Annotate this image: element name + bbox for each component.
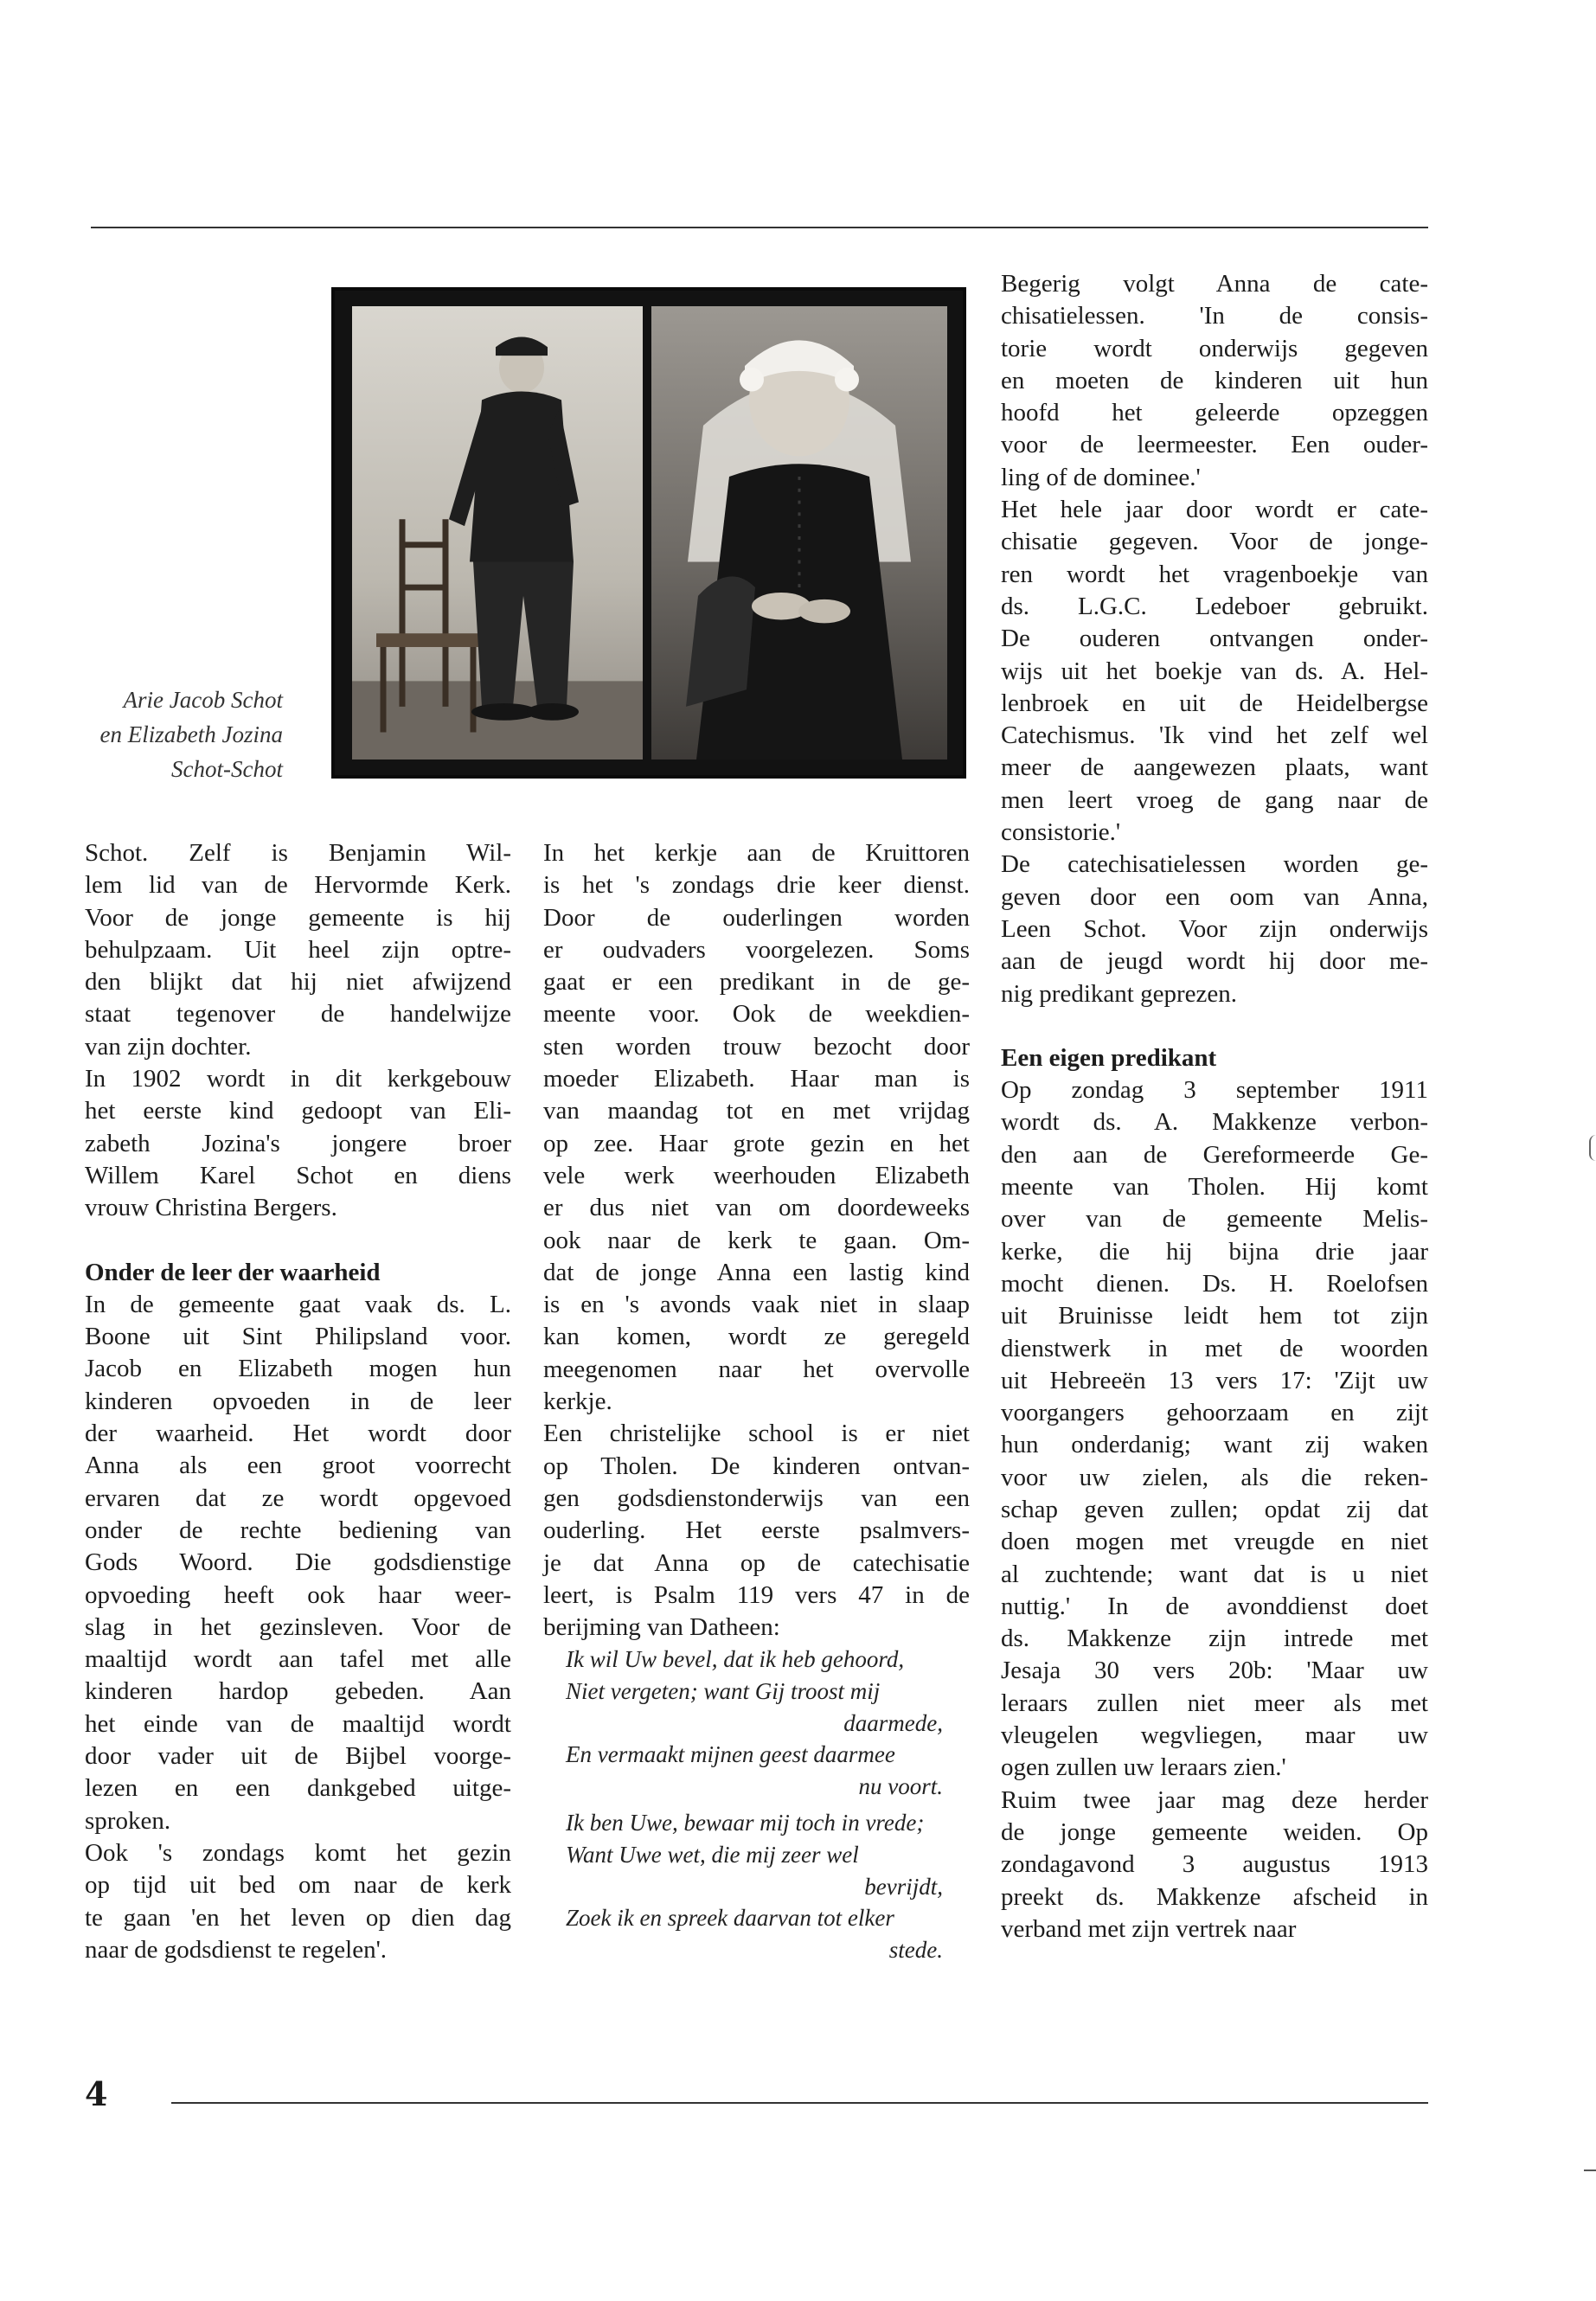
- text-line: Op zondag 3 september 1911: [1001, 1076, 1428, 1105]
- page-number: 4: [85, 2074, 108, 2113]
- text-line: Schot. Zelf is Benjamin Wil-: [85, 839, 511, 867]
- text-line: gen godsdienstonderwijs van een: [543, 1484, 970, 1512]
- text-line: naar de godsdienst te regelen'.: [85, 1935, 388, 1964]
- text-line: leert, is Psalm 119 vers 47 in de: [543, 1580, 970, 1609]
- verse-line: bevrijdt,: [864, 1873, 943, 1900]
- text-line: Begerig volgt Anna de cate-: [1001, 270, 1428, 298]
- text-line: nig predikant geprezen.: [1001, 979, 1237, 1008]
- text-line: ds. Makkenze zijn intrede met: [1001, 1625, 1428, 1653]
- top-rule: [91, 227, 1428, 228]
- text-line: In 1902 wordt in dit kerkgebouw: [85, 1065, 511, 1093]
- text-line: ogen zullen uw leraars zien.': [1001, 1753, 1286, 1782]
- text-line: is het 's zondags drie keer dienst.: [543, 871, 970, 900]
- text-line: op tijd uit bed om naar de kerk: [85, 1871, 511, 1900]
- text-line: je dat Anna op de catechisatie: [543, 1548, 970, 1577]
- text-line: dat de jonge Anna een lastig kind: [543, 1258, 970, 1286]
- text-line: het eerste kind gedoopt van Eli-: [85, 1097, 511, 1125]
- text-line: op zee. Haar grote gezin en het: [543, 1129, 970, 1157]
- portrait-man-illustration: [352, 306, 643, 760]
- caption-line: Schot-Schot: [171, 755, 283, 782]
- verse-line: Want Uwe wet, die mij zeer wel: [566, 1841, 859, 1868]
- text-line: ren wordt het vragenboekje van: [1001, 560, 1428, 588]
- text-line: uit Bruinisse leidt hem tot zijn: [1001, 1302, 1428, 1330]
- text-line: berijming van Datheen:: [543, 1613, 780, 1642]
- text-line: te gaan 'en het leven op dien dag: [85, 1903, 511, 1932]
- text-line: lenbroek en uit de Heidelbergse: [1001, 689, 1428, 717]
- text-line: uit Hebreeën 13 vers 17: 'Zijt uw: [1001, 1366, 1428, 1394]
- text-line: slag in het gezinsleven. Voor de: [85, 1612, 511, 1641]
- text-line: op Tholen. De kinderen ontvan-: [543, 1452, 970, 1480]
- text-line: den aan de Gereformeerde Ge-: [1001, 1140, 1428, 1169]
- text-line: van zijn dochter.: [85, 1032, 252, 1061]
- section-heading: Een eigen predikant: [1001, 1043, 1217, 1072]
- text-line: voor uw zielen, als die reken-: [1001, 1463, 1428, 1491]
- text-line: meegenomen naar het overvolle: [543, 1355, 970, 1383]
- text-line: over van de gemeente Melis-: [1001, 1205, 1428, 1234]
- photo-caption: [80, 683, 283, 787]
- text-line: maaltijd wordt aan tafel met alle: [85, 1645, 511, 1674]
- text-line: verband met zijn vertrek naar: [1001, 1914, 1297, 1943]
- text-line: meente voor. Ook de weekdien-: [543, 1000, 970, 1029]
- verse-line: Niet vergeten; want Gij troost mij: [566, 1678, 881, 1705]
- paragraph: [543, 1418, 970, 1644]
- text-line: vele werk weerhouden Elizabeth: [543, 1161, 970, 1189]
- text-line: voorgangers gehoorzaam en zijt: [1001, 1399, 1428, 1427]
- verse-line: Ik wil Uw bevel, dat ik heb gehoord,: [566, 1646, 905, 1673]
- text-line: Boone uit Sint Philipsland voor.: [85, 1323, 511, 1351]
- text-line: Door de ouderlingen worden: [543, 903, 970, 932]
- text-line: opvoeding heeft ook haar weer-: [85, 1580, 511, 1609]
- text-line: sten worden trouw bezocht door: [543, 1032, 970, 1061]
- caption-line: Arie Jacob Schot: [123, 687, 283, 713]
- text-line: meente van Tholen. Hij komt: [1001, 1173, 1428, 1202]
- text-line: Een christelijke school is er niet: [543, 1420, 970, 1448]
- text-line: lem lid van de Hervormde Kerk.: [85, 871, 511, 900]
- text-line: kerkje.: [543, 1388, 612, 1416]
- text-line: er dus niet van om doordeweeks: [543, 1194, 970, 1222]
- margin-tick: [1584, 2170, 1596, 2171]
- paragraph: [543, 837, 970, 1418]
- text-line: schap geven zullen; opdat zij dat: [1001, 1495, 1428, 1523]
- text-line: de jonge gemeente weiden. Op: [1001, 1817, 1428, 1846]
- paragraph: [1001, 268, 1428, 494]
- paragraph: [85, 1063, 511, 1224]
- text-line: De ouderen ontvangen onder-: [1001, 625, 1428, 653]
- column-1: [85, 837, 511, 1966]
- text-line: gaat er een predikant in de ge-: [543, 968, 970, 997]
- text-line: het einde van de maaltijd wordt: [85, 1709, 511, 1738]
- text-line: vrouw Christina Bergers.: [85, 1194, 337, 1222]
- text-line: Leen Schot. Voor zijn onderwijs: [1001, 914, 1428, 943]
- text-line: staat tegenover de handelwijze: [85, 1000, 511, 1029]
- text-line: ook naar de kerk te gaan. Om-: [543, 1226, 970, 1254]
- text-line: sproken.: [85, 1806, 171, 1835]
- text-line: In de gemeente gaat vaak ds. L.: [85, 1290, 511, 1318]
- text-line: mocht dienen. Ds. H. Roelofsen: [1001, 1269, 1428, 1298]
- text-line: Ruim twee jaar mag deze herder: [1001, 1785, 1428, 1814]
- text-line: De catechisatielessen worden ge-: [1001, 850, 1428, 879]
- text-line: Ook 's zondags komt het gezin: [85, 1838, 511, 1867]
- paragraph: [85, 837, 511, 1063]
- verse-line: Ik ben Uwe, bewaar mij toch in vrede;: [566, 1810, 925, 1836]
- text-line: kerke, die hij bijna drie jaar: [1001, 1237, 1428, 1266]
- text-line: Voor de jonge gemeente is hij: [85, 903, 511, 932]
- text-line: Jesaja 30 vers 20b: 'Maar uw: [1001, 1657, 1428, 1685]
- paragraph: [85, 1837, 511, 1966]
- text-line: nuttig.' In de avonddienst doet: [1001, 1592, 1428, 1620]
- text-line: Gods Woord. Die godsdienstige: [85, 1548, 511, 1577]
- text-line: kan komen, wordt ze geregeld: [543, 1323, 970, 1351]
- caption-line: en Elizabeth Jozina: [99, 721, 283, 747]
- text-line: Willem Karel Schot en diens: [85, 1161, 511, 1189]
- text-line: dienstwerk in met de woorden: [1001, 1334, 1428, 1362]
- text-line: Anna als een groot voorrecht: [85, 1452, 511, 1480]
- text-line: kinderen hardop gebeden. Aan: [85, 1677, 511, 1706]
- text-line: hun onderdanig; want zij waken: [1001, 1431, 1428, 1459]
- text-line: den blijkt dat hij niet afwijzend: [85, 968, 511, 997]
- text-line: ouderling. Het eerste psalmvers-: [543, 1516, 970, 1545]
- portrait-photograph: [331, 287, 966, 779]
- verse-line: daarmede,: [843, 1709, 943, 1736]
- text-line: door vader uit de Bijbel voorge-: [85, 1742, 511, 1771]
- text-line: vleugelen wegvliegen, maar uw: [1001, 1721, 1428, 1750]
- text-line: wordt ds. A. Makkenze verbon-: [1001, 1108, 1428, 1137]
- text-line: en moeten de kinderen uit hun: [1001, 366, 1428, 394]
- text-line: der waarheid. Het wordt door: [85, 1420, 511, 1448]
- text-line: behulpzaam. Uit heel zijn optre-: [85, 935, 511, 964]
- text-line: meer de aangewezen plaats, want: [1001, 753, 1428, 782]
- text-line: men leert vroeg de gang naar de: [1001, 785, 1428, 814]
- text-line: geven door een oom van Anna,: [1001, 882, 1428, 911]
- paragraph: [1001, 849, 1428, 1009]
- verse-line: nu voort.: [858, 1772, 943, 1799]
- text-line: chisatie gegeven. Voor de jonge-: [1001, 528, 1428, 556]
- text-line: doen mogen met vreugde en niet: [1001, 1528, 1428, 1556]
- text-line: lezen en een dankgebed uitge-: [85, 1774, 511, 1803]
- portrait-woman: [651, 306, 947, 760]
- text-line: preekt ds. Makkenze afscheid in: [1001, 1882, 1428, 1911]
- verse-line: En vermaakt mijnen geest daarmee: [566, 1741, 895, 1768]
- psalm-verse: [543, 1644, 970, 1965]
- portrait-man: [352, 306, 643, 760]
- text-line: torie wordt onderwijs gegeven: [1001, 334, 1428, 362]
- bottom-rule: [171, 2102, 1428, 2104]
- text-line: ling of de dominee.': [1001, 463, 1201, 491]
- paragraph: [1001, 494, 1428, 849]
- paragraph: [1001, 1785, 1428, 1945]
- text-line: Jacob en Elizabeth mogen hun: [85, 1355, 511, 1383]
- text-line: aan de jeugd wordt hij door me-: [1001, 947, 1428, 976]
- text-line: Het hele jaar door wordt er cate-: [1001, 496, 1428, 524]
- text-line: zabeth Jozina's jongere broer: [85, 1129, 511, 1157]
- text-line: consistorie.': [1001, 818, 1121, 847]
- text-line: zondagavond 3 augustus 1913: [1001, 1850, 1428, 1879]
- column-2: [543, 837, 970, 1965]
- text-line: is en 's avonds vaak niet in slaap: [543, 1291, 970, 1319]
- text-line: onder de rechte bediening van: [85, 1516, 511, 1544]
- text-line: Catechismus. 'Ik vind het zelf wel: [1001, 721, 1428, 750]
- portrait-woman-illustration: [651, 306, 947, 760]
- verse-line: Zoek ik en spreek daarvan tot elker: [566, 1905, 894, 1932]
- text-line: voor de leermeester. Een ouder-: [1001, 431, 1428, 459]
- text-line: hoofd het geleerde opzeggen: [1001, 399, 1428, 427]
- text-line: moeder Elizabeth. Haar man is: [543, 1065, 970, 1093]
- margin-mark: [1589, 1135, 1596, 1161]
- paragraph: [1001, 1074, 1428, 1785]
- text-line: van maandag tot en met vrijdag: [543, 1097, 970, 1125]
- text-line: ervaren dat ze wordt opgevoed: [85, 1484, 511, 1512]
- column-3: [1001, 268, 1428, 1945]
- text-line: al zuchtende; want dat is u niet: [1001, 1560, 1428, 1588]
- verse-line: stede.: [888, 1936, 943, 1963]
- section-heading: Onder de leer der waarheid: [85, 1258, 381, 1286]
- text-line: wijs uit het boekje van ds. A. Hel-: [1001, 657, 1428, 685]
- text-line: ds. L.G.C. Ledeboer gebruikt.: [1001, 592, 1428, 620]
- text-line: chisatielessen. 'In de consis-: [1001, 302, 1428, 330]
- text-line: leraars zullen niet meer als met: [1001, 1689, 1428, 1717]
- text-line: In het kerkje aan de Kruittoren: [543, 839, 970, 867]
- paragraph: [85, 1289, 511, 1837]
- text-line: kinderen opvoeden in de leer: [85, 1387, 511, 1415]
- text-line: er oudvaders voorgelezen. Soms: [543, 935, 970, 964]
